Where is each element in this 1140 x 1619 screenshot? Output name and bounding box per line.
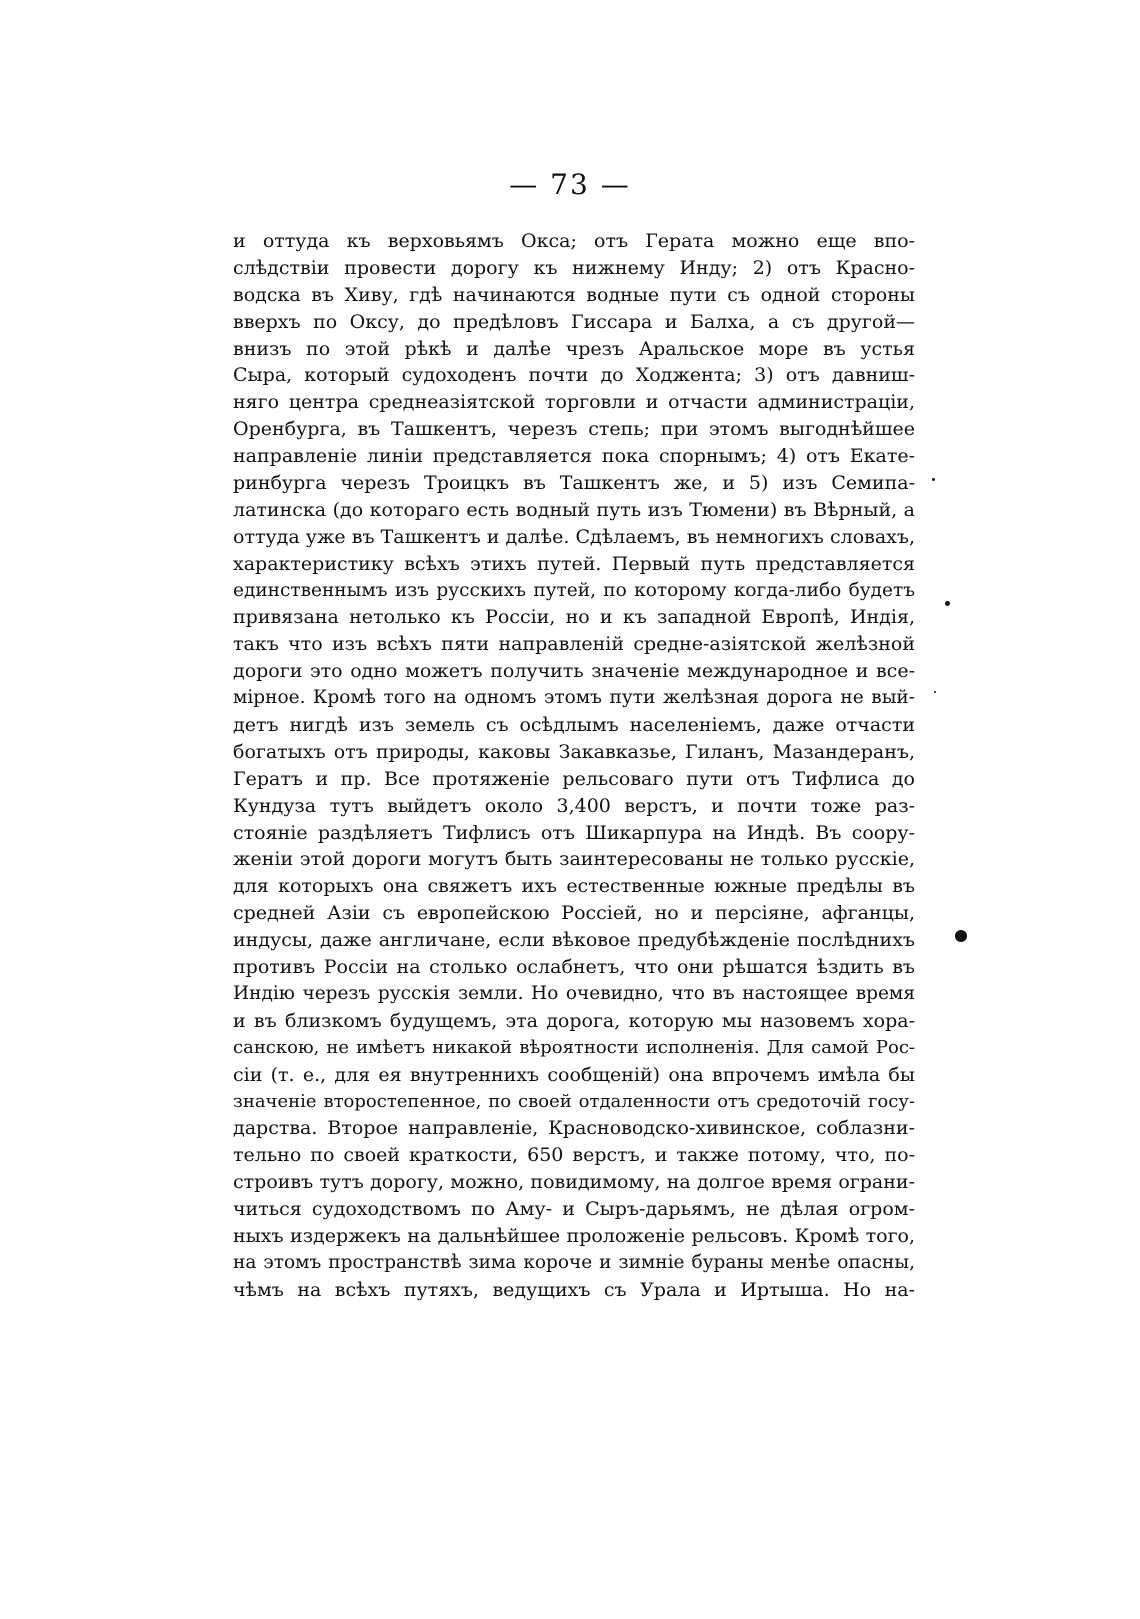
text-line: читься судоходствомъ по Аму- и Сыръ-дарьямъ, не дѣлая огром- (233, 1198, 915, 1221)
text-line: тельно по своей краткости, 650 верстъ, и также потому, что, по- (233, 1144, 915, 1167)
text-line: няго центра среднеазіятской торговли и отчасти администраціи, (233, 391, 915, 414)
text-line: чѣмъ на всѣхъ путяхъ, ведущихъ съ Урала и Иртыша. Но на- (233, 1278, 915, 1301)
text-line: такъ что изъ всѣхъ пяти направленій средне-азіятской желѣзной (233, 633, 915, 656)
text-line: Индію черезъ русскія земли. Но очевидно, что въ настоящее время (233, 982, 915, 1004)
text-line: средней Азіи съ европейскою Россіей, но и персіяне, афганцы, (233, 902, 915, 925)
text-line: Гератъ и пр. Все протяженіе рельсоваго пути отъ Тифлиса до (233, 767, 915, 790)
text-line: на этомъ пространствѣ зима короче и зимніе бураны менѣе опасны, (233, 1251, 915, 1273)
page-number: — 73 — (509, 168, 631, 201)
text-line: характеристику всѣхъ этихъ путей. Первый путь представляется (233, 552, 915, 575)
text-line: слѣдствіи провести дорогу къ нижнему Инду; 2) отъ Красно- (233, 256, 915, 279)
text-line: оттуда уже въ Ташкентъ и далѣе. Сдѣлаемъ, въ немногихъ словахъ, (233, 525, 915, 548)
text-line: и оттуда къ верховьямъ Окса; отъ Герата можно еще впо- (233, 230, 915, 252)
text-line: для которыхъ она свяжетъ ихъ естественные южные предѣлы въ (233, 875, 915, 898)
text-line: дороги это одно можетъ получить значеніе международное и все- (233, 660, 915, 683)
text-line: латинска (до котораго есть водный путь изъ Тюмени) въ Вѣрный, а (233, 498, 915, 521)
text-line: направленіе линіи представляется пока спорнымъ; 4) отъ Екате- (233, 445, 915, 468)
ink-speck (945, 601, 950, 606)
ink-blot (955, 930, 967, 942)
text-line: стояніе раздѣляетъ Тифлисъ отъ Шикарпура на Индѣ. Въ соору- (233, 821, 915, 844)
text-line: Сыра, который судоходенъ почти до Ходжента; 3) отъ давниш- (233, 364, 915, 387)
text-line: вверхъ по Оксу, до предѣловъ Гиссара и Балха, а съ другой— (233, 310, 915, 333)
text-line: противъ Россіи на столько ослабнетъ, что они рѣшатся ѣздить въ (233, 956, 915, 979)
text-line: привязана нетолько къ Россіи, но и къ западной Европѣ, Индія, (233, 606, 915, 629)
text-line: санскою, не имѣетъ никакой вѣроятности исполненія. Для самой Рос- (233, 1036, 915, 1058)
text-line: дарства. Второе направленіе, Красноводско-хивинское, соблазни- (233, 1117, 915, 1140)
body-text (233, 228, 915, 1304)
text-line: ныхъ издержекъ на дальнѣйшее проложеніе рельсовъ. Кромѣ того, (233, 1224, 915, 1247)
text-line: ринбурга черезъ Троицкъ въ Ташкентъ же, и 5) изъ Семипа- (233, 472, 915, 495)
text-line: внизъ по этой рѣкѣ и далѣе чрезъ Аральское море въ устья (233, 337, 915, 360)
text-line: и въ близкомъ будущемъ, эта дорога, которую мы назовемъ хора- (233, 1009, 915, 1032)
text-line: сіи (т. е., для ея внутреннихъ сообщеній) она впрочемъ имѣла бы (233, 1063, 915, 1086)
text-line: мірное. Кромѣ того на одномъ этомъ пути желѣзная дорога не вый- (233, 687, 915, 709)
text-line: значеніе второстепенное, по своей отдаленности отъ средоточій госу- (233, 1090, 915, 1112)
text-line: водска въ Хиву, гдѣ начинаются водные пути съ одной стороны (233, 283, 915, 306)
text-line: детъ нигдѣ изъ земель съ осѣдлымъ населеніемъ, даже отчасти (233, 714, 915, 737)
text-line: женіи этой дороги могутъ быть заинтересованы не только русскіе, (233, 848, 915, 871)
text-line: индусы, даже англичане, если вѣковое предубѣжденіе послѣднихъ (233, 929, 915, 952)
text-line: единственнымъ изъ русскихъ путей, по которому когда-либо будетъ (233, 579, 915, 601)
text-line: Кундуза тутъ выйдетъ около 3,400 верстъ, и почти тоже раз- (233, 794, 915, 817)
text-line: Оренбурга, въ Ташкентъ, черезъ степь; при этомъ выгоднѣйшее (233, 418, 915, 441)
ink-speck (934, 691, 936, 693)
text-line: богатыхъ отъ природы, каковы Закавказье, Гиланъ, Мазандеранъ, (233, 740, 915, 763)
text-line: строивъ тутъ дорогу, можно, повидимому, на долгое время ограни- (233, 1171, 915, 1194)
ink-speck (932, 478, 935, 481)
